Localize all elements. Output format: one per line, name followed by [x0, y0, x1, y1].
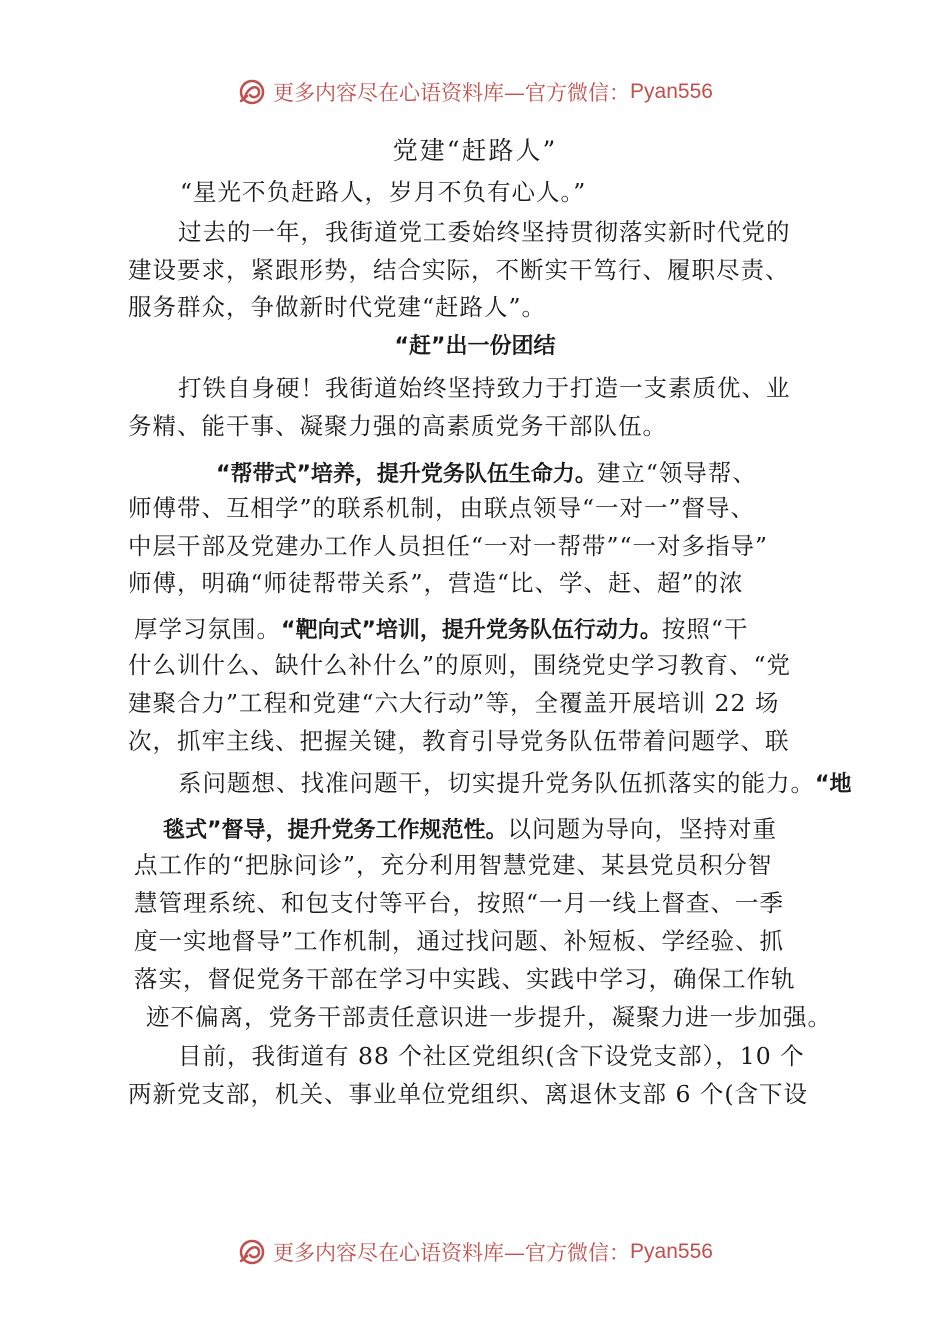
bold-heading-baxiang: “靶向式”培训，提升党务队伍行动力。: [281, 618, 662, 643]
section-subtitle: “赶”出一份团结: [394, 334, 556, 359]
para2-line-13: 度一实地督导”工作机制，通过找问题、补短板、学经验、抓: [134, 927, 785, 955]
para2-line-5: 厚学习氛围。“靶向式”培训，提升党务队伍行动力。按照“干: [134, 615, 749, 643]
para1-line-2: 务精、能干事、凝聚力强的高素质党务干部队伍。: [128, 412, 667, 440]
opening-quote: “星光不负赶路人，岁月不负有心人。”: [180, 178, 587, 206]
para2-line-11: 点工作的“把脉问诊”，充分利用智慧党建、某县党员积分智: [134, 851, 773, 879]
bold-heading-bangdai: “帮带式”培养，提升党务队伍生命力。: [216, 462, 597, 487]
para2-line-8: 次，抓牢主线、把握关键，教育引导党务队伍带着问题学、联: [128, 727, 790, 755]
para2-line-10: 毯式”督导，提升党务工作规范性。以问题为导向，坚持对重: [163, 815, 777, 843]
bold-heading-ditan-start: “地: [815, 772, 852, 797]
para2-line-4: 师傅，明确“师徒帮带关系”，营造“比、学、赶、超”的浓: [128, 569, 744, 597]
banner-text: 更多内容尽在心语资料库—: [273, 81, 526, 105]
bold-heading-ditan: 毯式”督导，提升党务工作规范性。: [163, 818, 508, 843]
banner-wechat-label: 官方微信：: [525, 1241, 631, 1265]
header-banner: [0, 72, 950, 112]
intro-line-1: 过去的一年，我街道党工委始终坚持贯彻落实新时代党的: [178, 218, 791, 246]
para2-line-1: “帮带式”培养，提升党务队伍生命力。建立“领导帮、: [216, 459, 757, 487]
swirl-logo-icon: [237, 77, 267, 107]
para2-line-7: 建聚合力”工程和党建“六大行动”等，全覆盖开展培训 22 场: [128, 689, 780, 717]
para2-line-15: 迹不偏离，党务干部责任意识进一步提升，凝聚力进一步加强。: [146, 1003, 832, 1031]
footer-banner: [0, 1232, 950, 1272]
para2-line-12: 慧管理系统、和包支付等平台，按照“一月一线上督查、一季: [134, 889, 785, 917]
para3-line-2: 两新党支部，机关、事业单位党组织、离退休支部 6 个(含下设: [128, 1080, 809, 1108]
para2-line-9: 系问题想、找准问题干，切实提升党务队伍抓落实的能力。“地: [178, 769, 852, 797]
para2-line-2: 师傅带、互相学”的联系机制，由联点领导“一对一”督导、: [128, 494, 756, 522]
banner-wechat-label: 官方微信：: [525, 81, 631, 105]
para2-line-6: 什么训什么、缺什么补什么”的原则，围绕党史学习教育、“党: [128, 651, 792, 679]
intro-line-3: 服务群众，争做新时代党建“赶路人”。: [128, 293, 547, 321]
banner-text: 更多内容尽在心语资料库—: [273, 1241, 526, 1265]
para2-line-14: 落实，督促党务干部在学习中实践、实践中学习，确保工作轨: [134, 965, 796, 993]
banner-wechat-id: Pyan556: [630, 80, 713, 103]
intro-line-2: 建设要求，紧跟形势，结合实际，不断实干笃行、履职尽责、: [128, 256, 790, 284]
swirl-logo-icon: [237, 1237, 267, 1267]
para1-line-1: 打铁自身硬！我街道始终坚持致力于打造一支素质优、业: [178, 374, 791, 402]
para3-line-1: 目前，我街道有 88 个社区党组织(含下设党支部），10 个: [178, 1042, 805, 1070]
banner-wechat-id: Pyan556: [630, 1240, 713, 1263]
para2-line-3: 中层干部及党建办工作人员担任“一对一帮带”“一对多指导”: [128, 532, 769, 560]
document-title: 党建“赶路人”: [392, 136, 558, 165]
